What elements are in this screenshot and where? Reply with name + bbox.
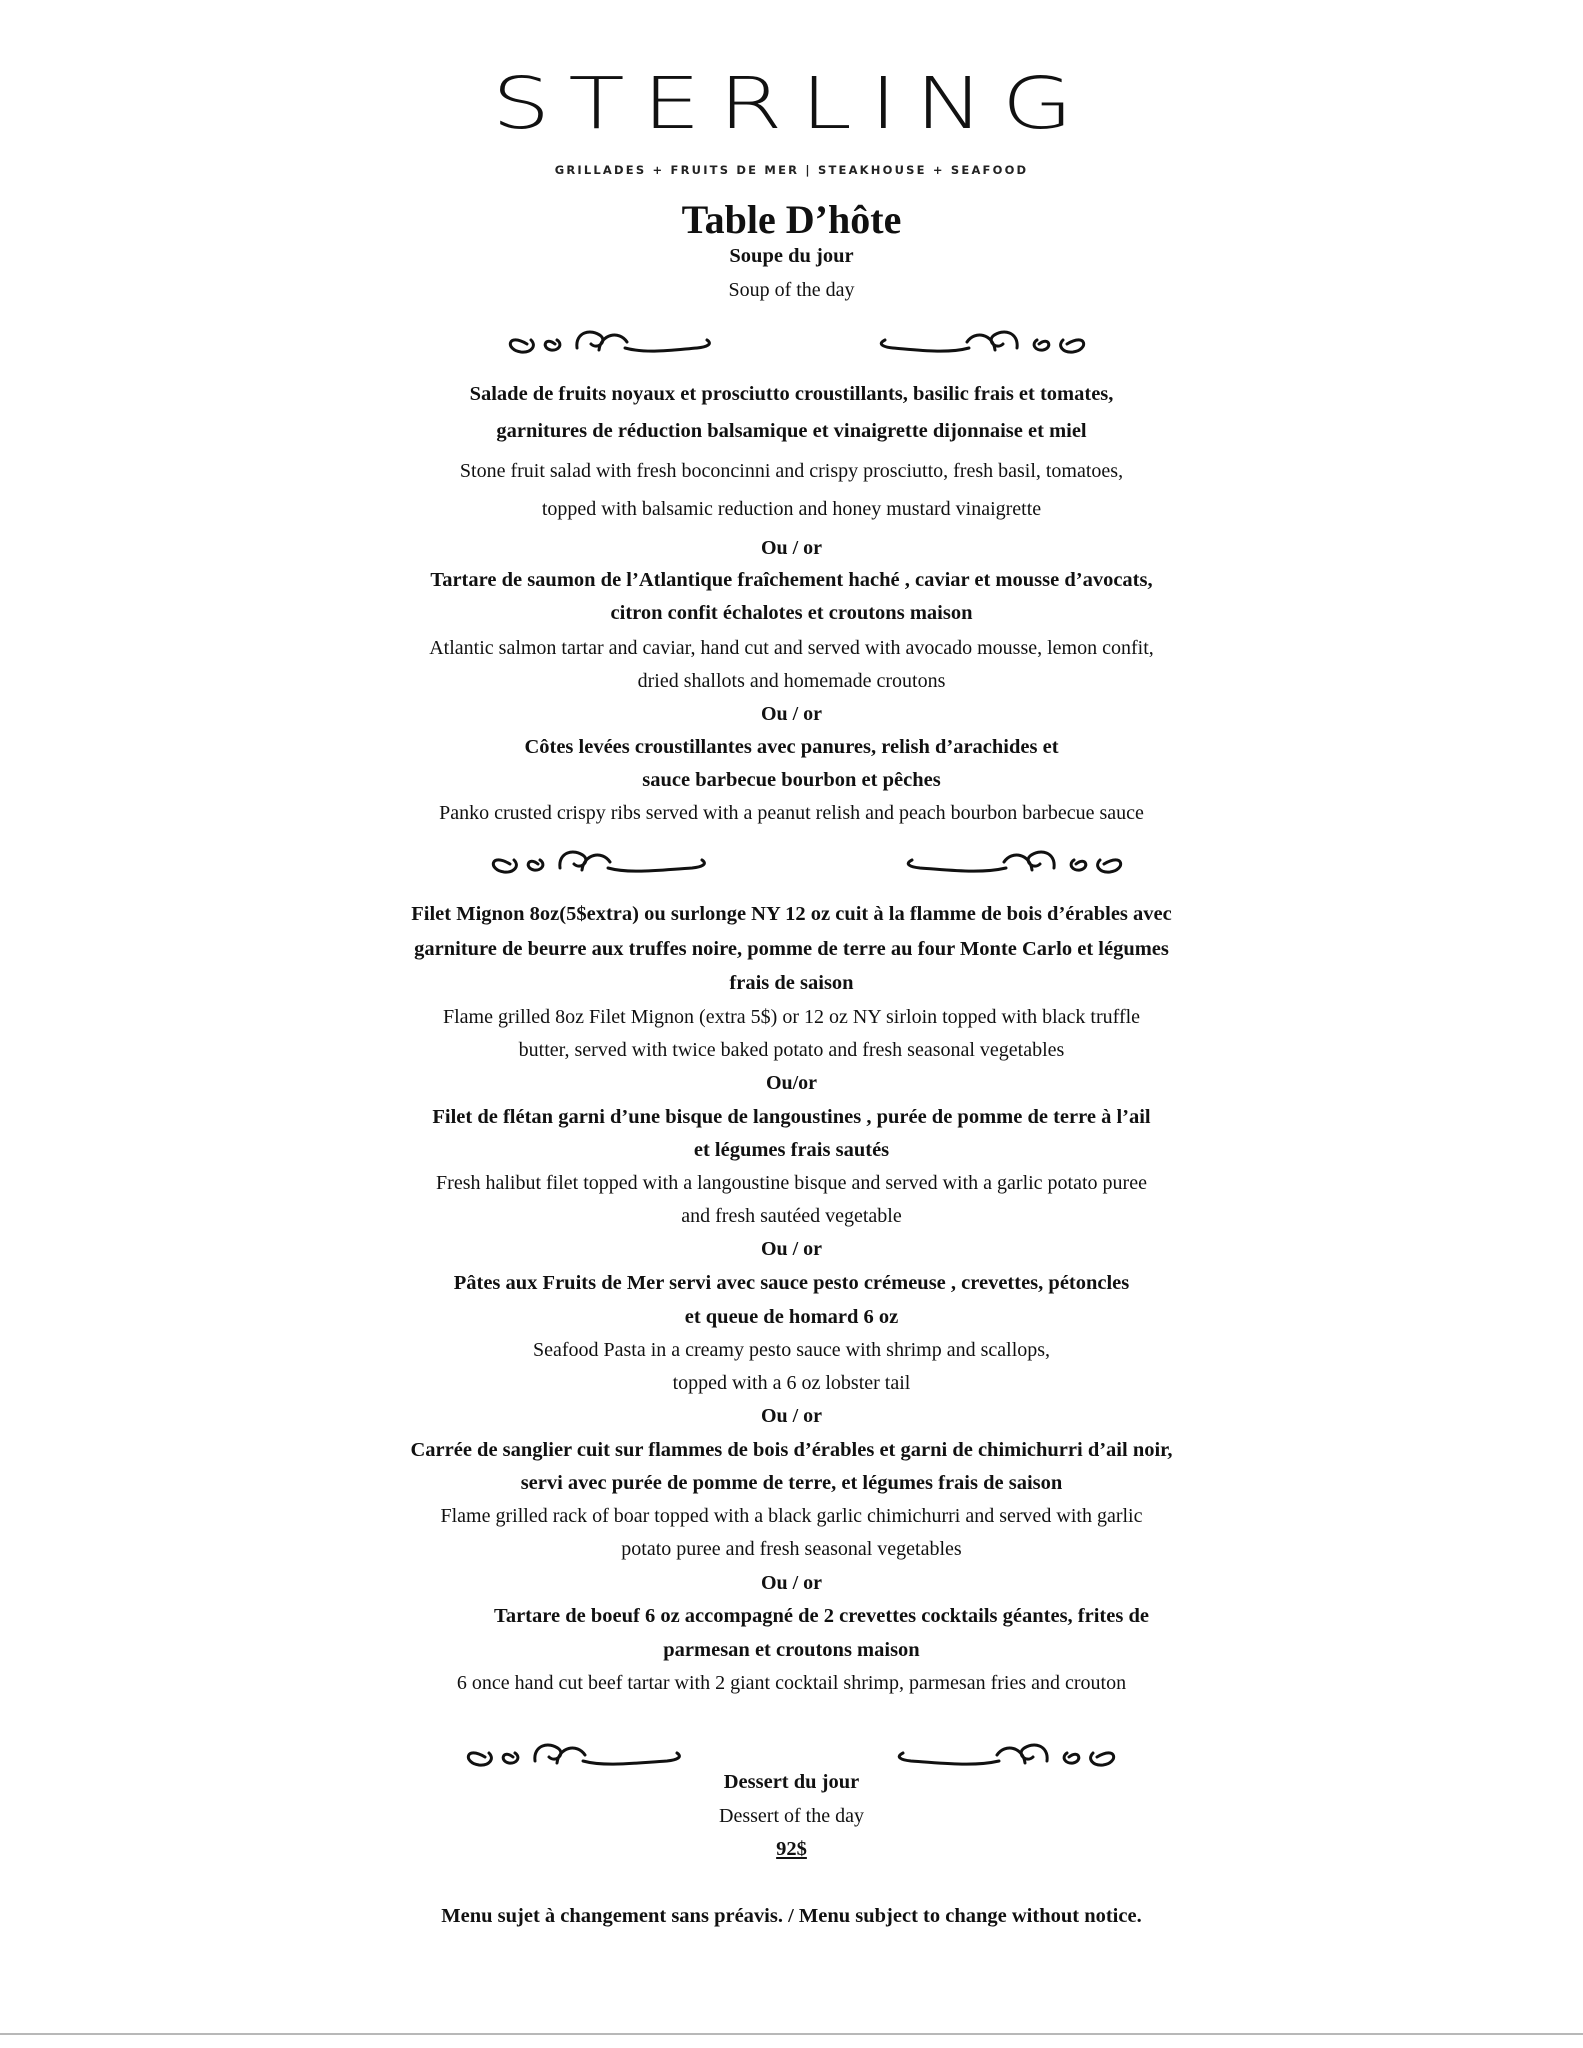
flourish-divider-icon [497, 318, 1097, 362]
starter-3-title-line-2: sauce barbecue bourbon et pêches [642, 769, 941, 791]
starter-2-title-line-2: citron confit échalotes et croutons maison [610, 602, 973, 624]
dessert-title-en: Dessert of the day [719, 1805, 864, 1827]
main-4-title-line-2: servi avec purée de pomme de terre, et légumes frais de saison [520, 1472, 1063, 1494]
logo-wordmark: STERLING [491, 61, 1092, 146]
or-separator: Ou/or [765, 1072, 818, 1094]
main-3-desc-line-1: Seafood Pasta in a creamy pesto sauce with shrimp and scallops, [532, 1339, 1051, 1361]
soup-title-fr: Soupe du jour [729, 245, 854, 267]
main-2-desc-line-1: Fresh halibut filet topped with a langoustine bisque and served with a garlic potato puree [436, 1172, 1147, 1194]
soup-title-en: Soup of the day [728, 279, 855, 301]
starter-2-desc-line-1: Atlantic salmon tartar and caviar, hand cut and served with avocado mousse, lemon confit, [429, 637, 1154, 659]
main-3-desc-line-2: topped with a 6 oz lobster tail [672, 1372, 911, 1394]
starter-2-title-line-1: Tartare de saumon de l’Atlantique fraîchement haché , caviar et mousse d’avocats, [430, 569, 1153, 591]
main-2-desc-line-2: and fresh sautéed vegetable [681, 1205, 902, 1227]
starter-2-desc-line-2: dried shallots and homemade croutons [637, 670, 946, 692]
starter-1-title-line-2: garnitures de réduction balsamique et vinaigrette dijonnaise et miel [496, 420, 1087, 442]
main-4-desc-line-1: Flame grilled rack of boar topped with a black garlic chimichurri and served with garlic [440, 1505, 1143, 1527]
main-5-title-line-1: Tartare de boeuf 6 oz accompagné de 2 crevettes cocktails géantes, frites de [494, 1605, 1149, 1627]
starter-1-desc-line-2: topped with balsamic reduction and honey mustard vinaigrette [541, 498, 1042, 520]
starter-3-title-line-1: Côtes levées croustillantes avec panures, relish d’arachides et [524, 736, 1059, 758]
starter-1-desc-line-1: Stone fruit salad with fresh boconcinni and crispy prosciutto, fresh basil, tomatoes, [459, 460, 1124, 482]
starter-1-title-line-1: Salade de fruits noyaux et prosciutto croustillants, basilic frais et tomates, [469, 383, 1114, 405]
main-1-desc-line-2: butter, served with twice baked potato and fresh seasonal vegetables [518, 1039, 1065, 1061]
page-bottom-rule [0, 2033, 1583, 2035]
logo-tagline: GRILLADES + FRUITS DE MER | STEAKHOUSE + SEAFOOD [554, 163, 1029, 177]
dessert-title-fr: Dessert du jour [723, 1771, 860, 1793]
menu-disclaimer: Menu sujet à changement sans préavis. / Menu subject to change without notice. [441, 1905, 1142, 1927]
or-separator: Ou / or [760, 1572, 823, 1594]
main-3-title-line-2: et queue de homard 6 oz [684, 1306, 899, 1328]
main-4-title-line-1: Carrée de sanglier cuit sur flammes de bois d’érables et garni de chimichurri d’ail noir, [410, 1439, 1173, 1461]
flourish-divider-icon [480, 838, 1134, 882]
or-separator: Ou / or [760, 1238, 823, 1260]
main-2-title-line-1: Filet de flétan garni d’une bisque de langoustines , purée de pomme de terre à l’ail [432, 1106, 1151, 1128]
starter-3-desc-line-1: Panko crusted crispy ribs served with a peanut relish and peach bourbon barbecue sauce [439, 802, 1144, 824]
menu-title: Table D’hôte [681, 197, 902, 242]
restaurant-logo [0, 58, 1583, 150]
main-1-title-line-2: garniture de beurre aux truffes noire, pomme de terre au four Monte Carlo et légumes [414, 938, 1169, 960]
main-1-title-line-3: frais de saison [729, 972, 854, 994]
main-3-title-line-1: Pâtes aux Fruits de Mer servi avec sauce pesto crémeuse , crevettes, pétoncles [453, 1272, 1130, 1294]
or-separator: Ou / or [760, 537, 823, 559]
or-separator: Ou / or [760, 703, 823, 725]
main-2-title-line-2: et légumes frais sautés [693, 1139, 890, 1161]
or-separator: Ou / or [760, 1405, 823, 1427]
main-4-desc-line-2: potato puree and fresh seasonal vegetables [621, 1538, 962, 1560]
main-1-desc-line-1: Flame grilled 8oz Filet Mignon (extra 5$) or 12 oz NY sirloin topped with black truffle [442, 1006, 1141, 1028]
main-5-desc-line-1: 6 once hand cut beef tartar with 2 giant cocktail shrimp, parmesan fries and crouton [456, 1672, 1127, 1694]
flourish-divider-icon [455, 1731, 1127, 1775]
main-1-title-line-1: Filet Mignon 8oz(5$extra) ou surlonge NY 12 oz cuit à la flamme de bois d’érables avec [411, 903, 1172, 925]
menu-price: 92$ [776, 1838, 807, 1860]
main-5-title-line-2: parmesan et croutons maison [663, 1639, 920, 1661]
